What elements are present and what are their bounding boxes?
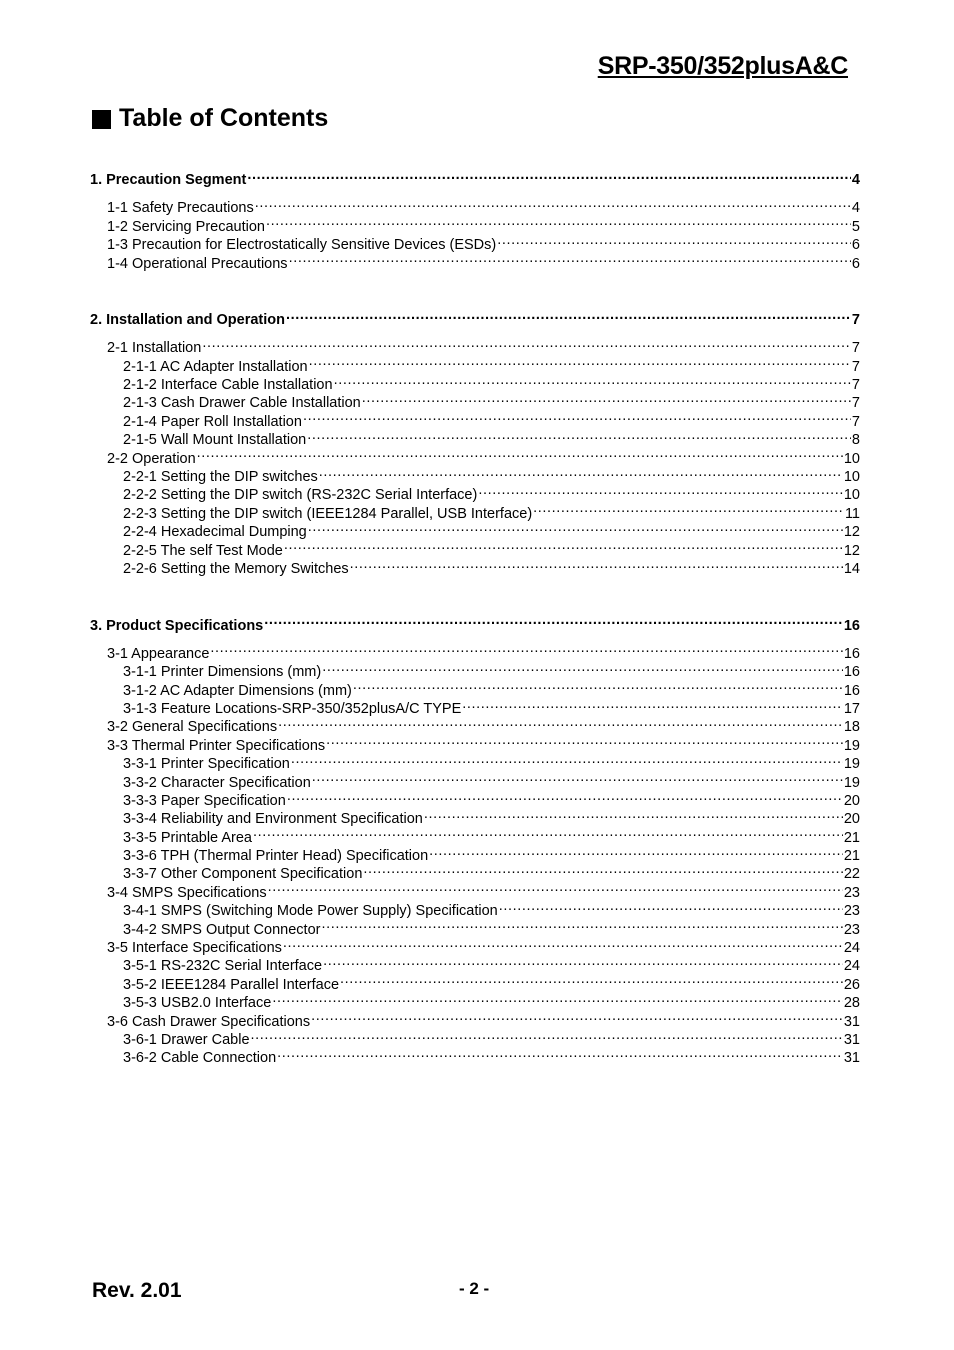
dot-leader xyxy=(477,481,843,499)
toc-entry[interactable] xyxy=(90,611,860,634)
toc-entry-label: 3-3-4 Reliability and Environment Specification xyxy=(123,811,423,828)
toc-entry-page: 7 xyxy=(851,377,860,394)
dot-leader xyxy=(306,426,851,444)
toc-entry-label: 2-2 Operation xyxy=(107,450,196,467)
toc-entry-page: 10 xyxy=(843,450,860,467)
toc-entry-page: 23 xyxy=(843,884,860,901)
toc-entry-label: 3-4-2 SMPS Output Connector xyxy=(123,921,321,938)
toc-entry-label: 3-1-2 AC Adapter Dimensions (mm) xyxy=(123,682,352,699)
toc-entry-page: 20 xyxy=(843,792,860,809)
toc-entry-label: 3-1 Appearance xyxy=(107,645,210,662)
toc-entry-label: 2-2-1 Setting the DIP switches xyxy=(123,469,318,486)
toc-entry-page: 4 xyxy=(851,172,860,189)
dot-leader xyxy=(288,249,851,267)
toc-entry-label: 3-1-3 Feature Locations-SRP-350/352plusA/C TYPE xyxy=(123,700,462,717)
toc-entry-label: 2-2-3 Setting the DIP switch (IEEE1284 Parallel, USB Interface) xyxy=(123,505,533,522)
toc-entry-label: 3-5 Interface Specifications xyxy=(107,940,282,957)
dot-leader xyxy=(320,915,842,933)
dot-leader xyxy=(352,676,843,694)
dot-leader xyxy=(282,934,843,952)
toc-entry-page: 16 xyxy=(843,682,860,699)
toc-entry[interactable] xyxy=(90,444,860,467)
toc-entry-label: 3-3-6 TPH (Thermal Printer Head) Specification xyxy=(123,848,429,865)
toc-entry-label: 3-3 Thermal Printer Specifications xyxy=(107,737,326,754)
toc-entry-page: 12 xyxy=(843,542,860,559)
toc-entry[interactable] xyxy=(90,306,860,329)
toc-entry-page: 24 xyxy=(843,958,860,975)
toc-entry-page: 7 xyxy=(851,358,860,375)
toc-entry-label: 3-5-3 USB2.0 Interface xyxy=(123,995,272,1012)
toc-entry-label: 2-1-3 Cash Drawer Cable Installation xyxy=(123,395,361,412)
toc-entry-page: 14 xyxy=(843,561,860,577)
dot-leader xyxy=(254,194,851,212)
toc-entry-label: 3-6 Cash Drawer Specifications xyxy=(107,1013,311,1030)
toc-entry-label: 2-2-5 The self Test Mode xyxy=(123,542,283,559)
toc-entry-label: 2-1-1 AC Adapter Installation xyxy=(123,358,308,375)
table-of-contents xyxy=(90,166,860,1067)
toc-entry-page: 26 xyxy=(843,976,860,993)
toc-entry-page: 18 xyxy=(843,719,860,736)
toc-entry-label: 2. Installation and Operation xyxy=(90,312,285,329)
toc-entry-page: 31 xyxy=(843,1050,860,1067)
toc-entry-page: 7 xyxy=(851,312,860,329)
toc-entry-page: 6 xyxy=(851,237,860,254)
toc-entry-page: 22 xyxy=(843,866,860,883)
dot-leader xyxy=(302,407,851,425)
dot-leader xyxy=(196,444,843,462)
toc-heading xyxy=(92,104,328,133)
dot-leader xyxy=(361,389,851,407)
toc-entry-page: 7 xyxy=(851,340,860,357)
dot-leader xyxy=(318,463,843,481)
toc-entry[interactable] xyxy=(90,334,860,357)
toc-entry-label: 3. Product Specifications xyxy=(90,617,264,634)
toc-entry-label: 3-3-5 Printable Area xyxy=(123,829,252,846)
toc-entry-label: 2-1-5 Wall Mount Installation xyxy=(123,432,307,449)
toc-entry-label: 1-2 Servicing Precaution xyxy=(107,218,265,235)
toc-entry-label: 3-3-1 Printer Specification xyxy=(123,756,290,773)
dot-leader xyxy=(362,860,842,878)
dot-leader xyxy=(263,611,843,629)
toc-entry-page: 16 xyxy=(843,645,860,662)
toc-entry-page: 17 xyxy=(843,700,860,717)
toc-entry-page: 16 xyxy=(843,664,860,681)
toc-entry-page: 8 xyxy=(851,432,860,449)
dot-leader xyxy=(339,970,843,988)
toc-entry-page: 4 xyxy=(851,200,860,217)
toc-entry-page: 24 xyxy=(843,940,860,957)
toc-entry-label: 3-2 General Specifications xyxy=(107,719,278,736)
toc-entry[interactable] xyxy=(90,463,860,486)
toc-entry-label: 1. Precaution Segment xyxy=(90,172,247,189)
toc-entry-label: 3-5-1 RS-232C Serial Interface xyxy=(123,958,323,975)
dot-leader xyxy=(496,231,851,249)
dot-leader xyxy=(349,555,843,573)
toc-entry[interactable] xyxy=(90,194,860,217)
dot-leader xyxy=(308,352,851,370)
dot-leader xyxy=(267,878,843,896)
toc-entry-label: 2-1 Installation xyxy=(107,340,202,357)
toc-entry-label: 2-2-4 Hexadecimal Dumping xyxy=(123,524,307,541)
toc-entry[interactable] xyxy=(90,639,860,662)
toc-entry-page: 19 xyxy=(843,756,860,773)
toc-entry-page: 19 xyxy=(843,774,860,791)
dot-leader xyxy=(276,1044,843,1062)
toc-entry-label: 3-5-2 IEEE1284 Parallel Interface xyxy=(123,976,340,993)
toc-entry-page: 31 xyxy=(843,1031,860,1048)
square-bullet-icon xyxy=(92,110,111,129)
dot-leader xyxy=(428,842,843,860)
dot-leader xyxy=(498,897,843,915)
toc-entry-page: 7 xyxy=(851,413,860,430)
toc-entry-label: 1-1 Safety Precautions xyxy=(107,200,254,217)
toc-entry-label: 3-6-1 Drawer Cable xyxy=(123,1031,250,1048)
toc-entry-page: 31 xyxy=(843,1013,860,1030)
dot-leader xyxy=(310,1007,843,1025)
dot-leader xyxy=(311,768,843,786)
dot-leader xyxy=(277,713,843,731)
toc-entry-page: 23 xyxy=(843,921,860,938)
dot-leader xyxy=(201,334,851,352)
dot-leader xyxy=(286,787,843,805)
toc-entry-label: 3-3-7 Other Component Specification xyxy=(123,866,363,883)
dot-leader xyxy=(325,731,843,749)
toc-entry-page: 21 xyxy=(843,829,860,846)
document-title: SRP-350/352plusA&C xyxy=(597,52,848,80)
toc-entry-label: 2-1-4 Paper Roll Installation xyxy=(123,413,302,430)
toc-entry-page: 5 xyxy=(851,218,860,235)
toc-entry-label: 3-4 SMPS Specifications xyxy=(107,884,267,901)
toc-entry-page: 20 xyxy=(843,811,860,828)
toc-heading-text: Table of Contents xyxy=(119,104,329,132)
dot-leader xyxy=(333,371,851,389)
toc-entry-label: 2-2-6 Setting the Memory Switches xyxy=(123,561,349,577)
toc-entry-label: 2-1-2 Interface Cable Installation xyxy=(123,377,333,394)
toc-entry-page: 10 xyxy=(843,487,860,504)
dot-leader xyxy=(265,212,851,230)
toc-entry-label: 1-4 Operational Precautions xyxy=(107,255,288,272)
dot-leader xyxy=(532,499,844,517)
dot-leader xyxy=(461,695,843,713)
toc-entry-label: 3-3-2 Character Specification xyxy=(123,774,311,791)
dot-leader xyxy=(321,658,843,676)
toc-entry[interactable] xyxy=(90,352,860,375)
toc-entry[interactable] xyxy=(90,166,860,189)
toc-entry-label: 3-6-2 Cable Connection xyxy=(123,1050,277,1067)
toc-entry-label: 1-3 Precaution for Electrostatically Sensitive Devices (ESDs) xyxy=(107,237,497,254)
toc-entry-page: 10 xyxy=(843,469,860,486)
dot-leader xyxy=(307,518,843,536)
toc-entry-label: 3-4-1 SMPS (Switching Mode Power Supply) Specification xyxy=(123,903,498,920)
toc-entry-page: 28 xyxy=(843,995,860,1012)
page-number: - 2 - xyxy=(459,1279,490,1298)
revision-label: Rev. 2.01 xyxy=(92,1279,182,1302)
dot-leader xyxy=(285,306,851,324)
dot-leader xyxy=(209,639,842,657)
toc-entry-label: 2-2-2 Setting the DIP switch (RS-232C Serial Interface) xyxy=(123,487,478,504)
toc-entry-page: 12 xyxy=(843,524,860,541)
toc-entry-page: 6 xyxy=(851,255,860,272)
dot-leader xyxy=(290,750,843,768)
dot-leader xyxy=(322,952,843,970)
dot-leader xyxy=(246,166,851,184)
toc-entry-page: 19 xyxy=(843,737,860,754)
dot-leader xyxy=(283,536,843,554)
dot-leader xyxy=(252,823,843,841)
toc-entry-page: 7 xyxy=(851,395,860,412)
toc-entry-page: 11 xyxy=(844,505,860,522)
toc-entry-page: 23 xyxy=(843,903,860,920)
toc-entry-page: 21 xyxy=(843,848,860,865)
dot-leader xyxy=(271,989,843,1007)
toc-entry-label: 3-3-3 Paper Specification xyxy=(123,792,286,809)
dot-leader xyxy=(250,1026,843,1044)
dot-leader xyxy=(423,805,843,823)
toc-entry-label: 3-1-1 Printer Dimensions (mm) xyxy=(123,664,322,681)
toc-entry-page: 16 xyxy=(843,617,860,634)
